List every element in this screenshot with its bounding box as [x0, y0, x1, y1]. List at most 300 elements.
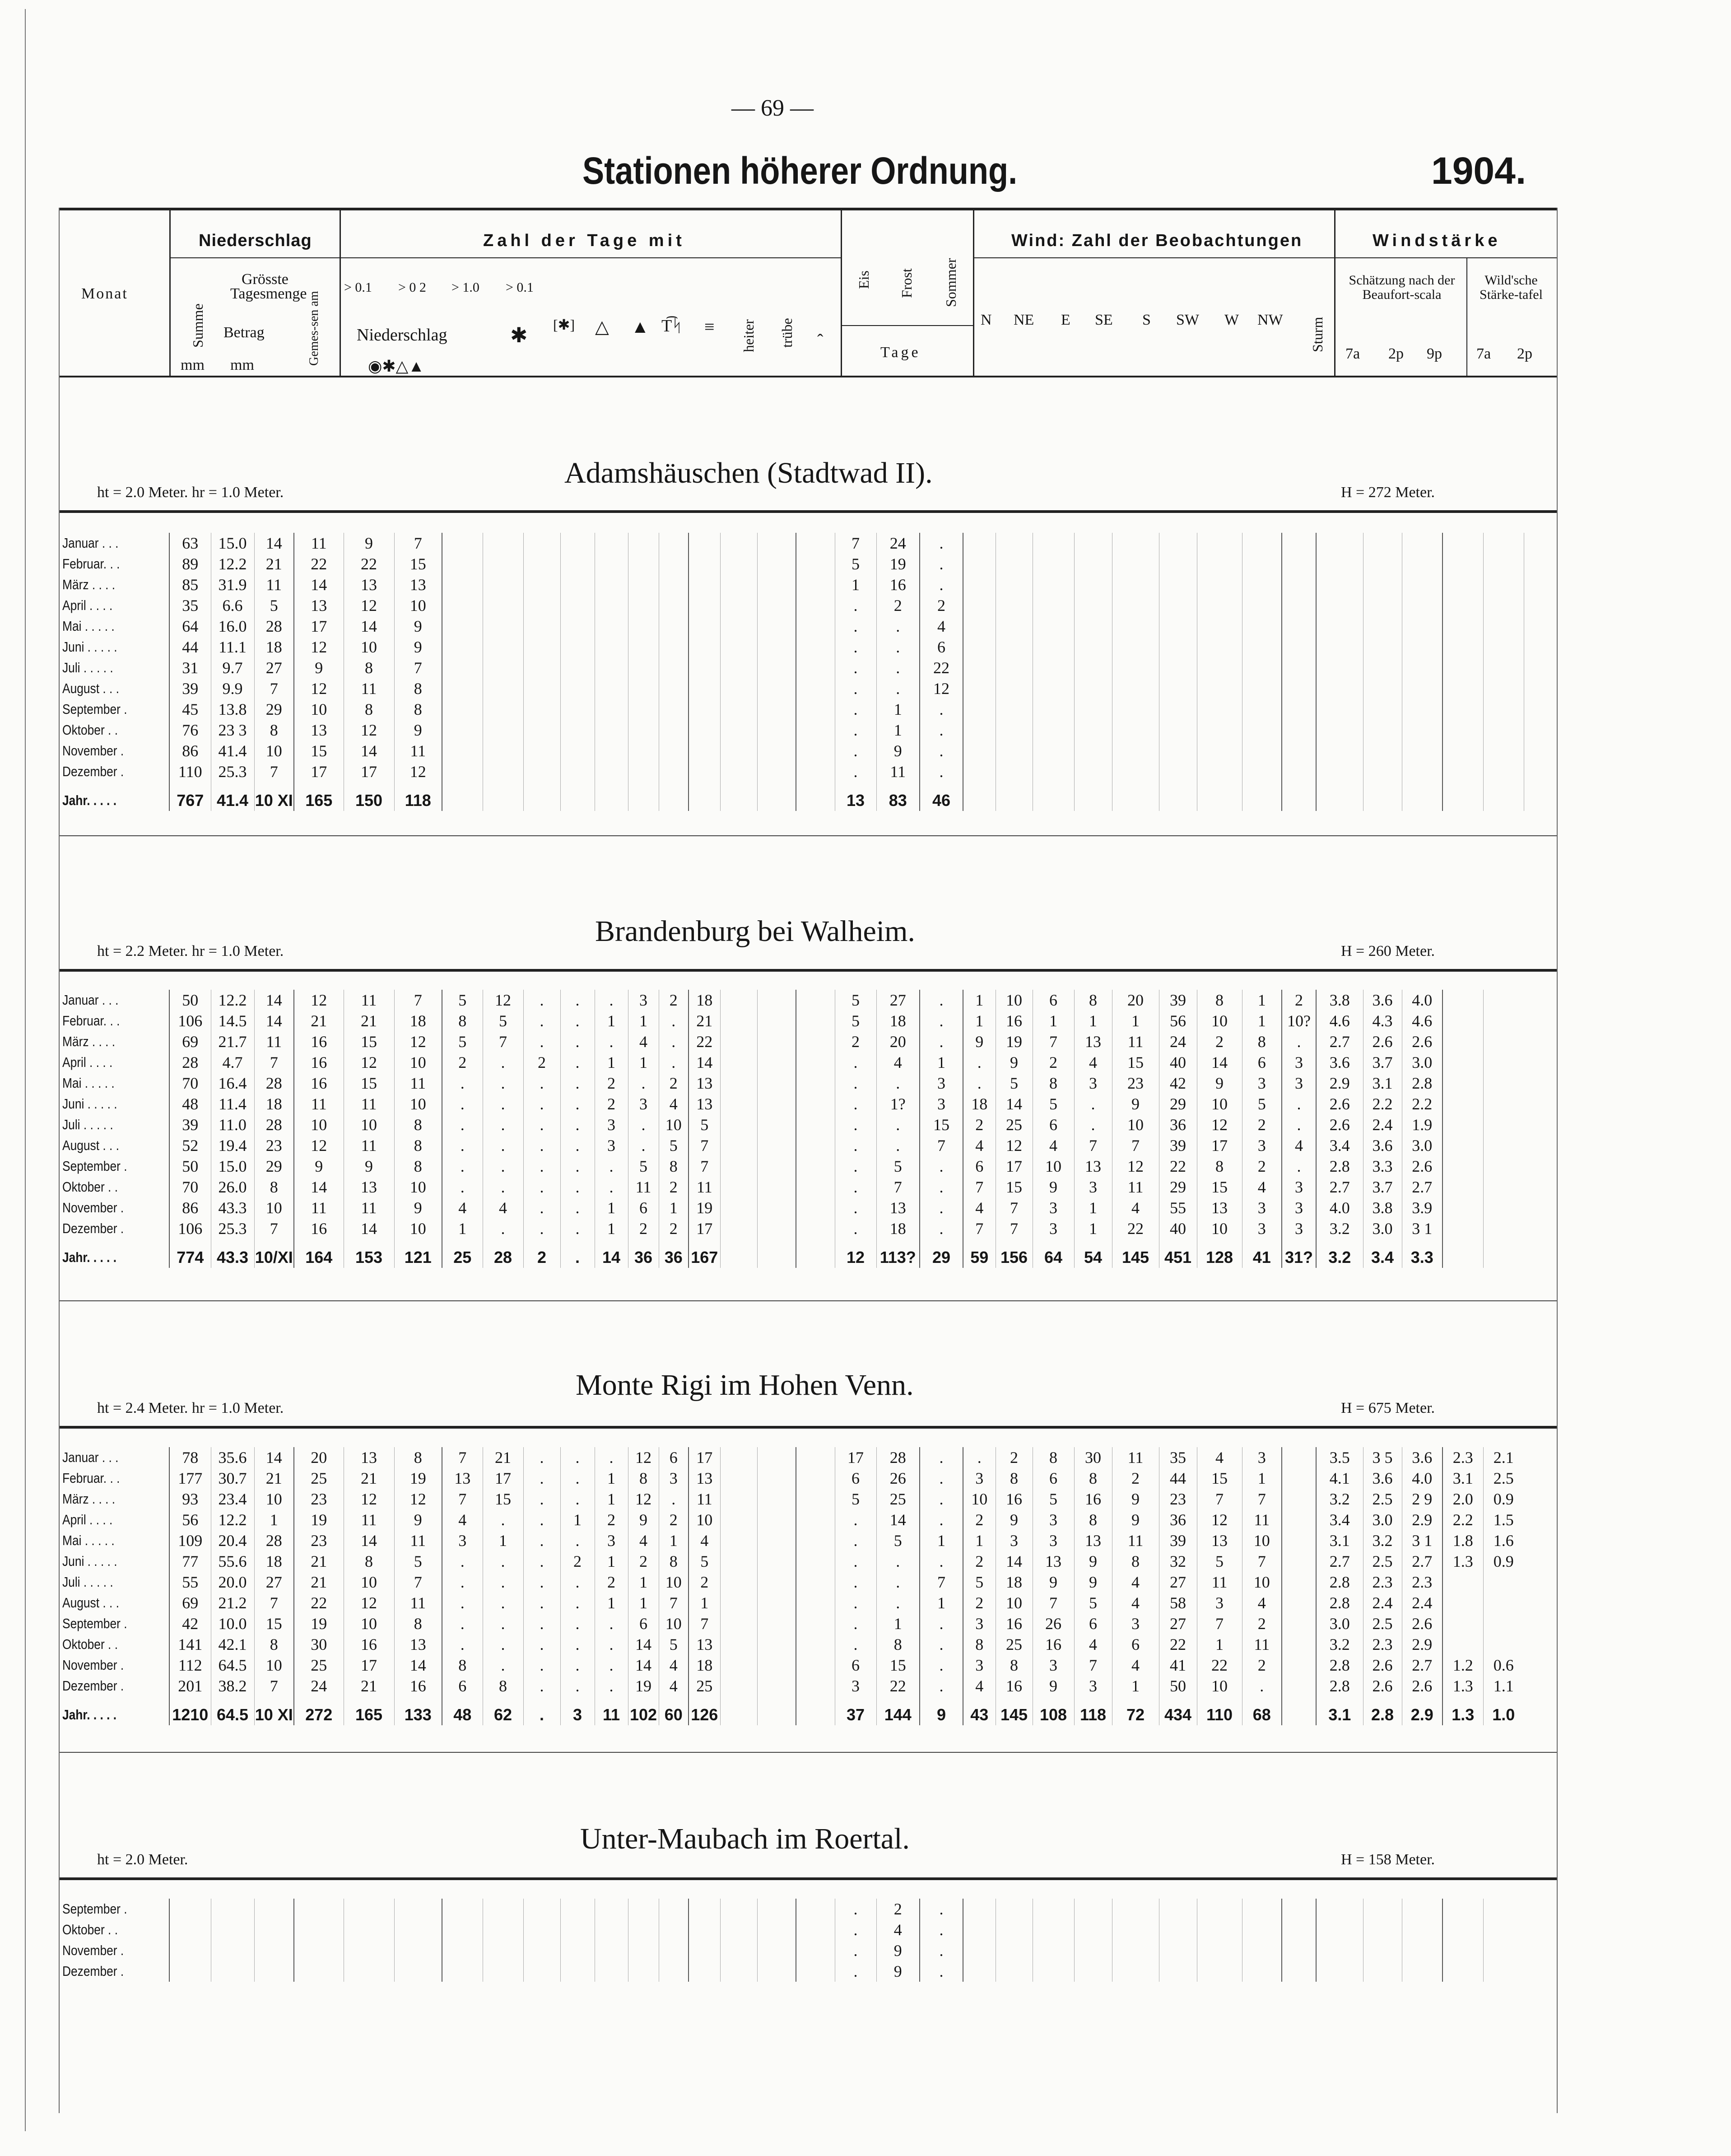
table-cell: 4 — [1074, 1052, 1112, 1073]
table-cell: 8 — [659, 1551, 689, 1572]
table-cell: 2.6 — [1363, 1655, 1402, 1676]
table-cell: . — [963, 1073, 996, 1094]
table-cell: . — [963, 1447, 996, 1468]
month-label: März . . . . — [62, 1491, 116, 1507]
table-cell — [1442, 1094, 1483, 1114]
table-cell: 17 — [835, 1447, 876, 1468]
table-cell: 11 — [394, 740, 442, 761]
table-cell — [720, 637, 757, 657]
table-cell: . — [920, 1509, 963, 1530]
table-cell: 22 — [1159, 1634, 1197, 1655]
table-cell: 10 — [996, 1593, 1033, 1613]
table-cell: 14 — [344, 1530, 394, 1551]
table-cell — [1074, 740, 1112, 761]
table-row — [62, 595, 1524, 616]
table-cell: . — [523, 1572, 560, 1593]
table-cell: 1 — [1242, 1010, 1282, 1031]
table-cell — [1483, 1634, 1524, 1655]
hdr-sub — [340, 257, 841, 258]
table-cell: 10 XI — [254, 782, 294, 811]
table-cell: 24 — [294, 1676, 344, 1696]
table-cell: 3.0 — [1363, 1509, 1402, 1530]
table-cell: 2.3 — [1402, 1572, 1442, 1593]
table-cell — [523, 554, 560, 574]
table-cell — [796, 1489, 835, 1509]
table-cell: . — [595, 1655, 628, 1676]
table-cell — [796, 657, 835, 678]
table-cell: 12 — [394, 761, 442, 782]
table-cell — [1363, 782, 1402, 811]
section-separator — [59, 1300, 1558, 1301]
month-label: Oktober . . — [62, 1636, 118, 1652]
table-cell: 7 — [996, 1218, 1033, 1239]
table-cell — [294, 1899, 344, 1919]
month-label: August . . . — [62, 1595, 119, 1611]
table-cell — [720, 1593, 757, 1613]
table-cell — [796, 1052, 835, 1073]
table-cell: 13 — [394, 1634, 442, 1655]
table-cell: 9 — [294, 657, 344, 678]
table-cell: 11 — [254, 1031, 294, 1052]
table-cell: 30 — [1074, 1447, 1112, 1468]
table-cell — [523, 1899, 560, 1919]
table-cell: . — [835, 720, 876, 740]
table-cell: 2 — [1242, 1156, 1282, 1177]
table-cell: . — [920, 1940, 963, 1961]
table-cell: 16 — [996, 1676, 1033, 1696]
table-cell: 36 — [628, 1239, 659, 1268]
table-cell: 2 — [1112, 1468, 1159, 1489]
month-label: Jahr. . . . . — [62, 1249, 117, 1265]
table-row — [62, 1197, 1524, 1218]
table-cell: 13 — [689, 1468, 720, 1489]
table-cell: 8 — [442, 1010, 483, 1031]
table-cell — [1112, 1940, 1159, 1961]
table-cell — [757, 1052, 796, 1073]
table-cell: 14 — [876, 1509, 920, 1530]
table-cell: 28 — [254, 616, 294, 637]
table-cell — [659, 761, 689, 782]
table-cell — [1159, 533, 1197, 554]
table-cell — [1282, 1613, 1316, 1634]
table-cell: 7 — [1197, 1489, 1242, 1509]
table-cell: . — [835, 1094, 876, 1114]
month-label: Januar . . . — [62, 1449, 119, 1465]
table-cell — [1442, 699, 1483, 720]
table-cell: 150 — [344, 782, 394, 811]
header-monat: Monat — [81, 285, 128, 302]
table-cell: . — [920, 1613, 963, 1634]
table-cell — [169, 1919, 211, 1940]
table-cell — [796, 1509, 835, 1530]
table-row — [62, 554, 1524, 574]
table-cell — [1316, 657, 1363, 678]
table-cell: 12 — [294, 637, 344, 657]
table-cell — [796, 699, 835, 720]
table-cell — [963, 657, 996, 678]
table-cell: 3 — [1242, 1218, 1282, 1239]
table-cell — [442, 699, 483, 720]
table-cell: 12 — [344, 1593, 394, 1613]
table-cell: 39 — [1159, 1530, 1197, 1551]
hdr-sub — [1334, 257, 1558, 258]
table-cell: 4.3 — [1363, 1010, 1402, 1031]
table-cell: . — [659, 1031, 689, 1052]
table-cell: 16 — [294, 1052, 344, 1073]
table-cell: 10 — [659, 1613, 689, 1634]
table-cell: 2 9 — [1402, 1489, 1442, 1509]
table-cell: 11 — [689, 1177, 720, 1197]
table-cell — [1363, 1940, 1402, 1961]
table-cell: 8 — [254, 720, 294, 740]
table-cell: 22 — [876, 1676, 920, 1696]
table-cell — [1483, 1572, 1524, 1593]
header-summe: Summe — [190, 303, 206, 348]
table-cell: 10 — [1197, 1010, 1242, 1031]
table-cell: . — [560, 1655, 595, 1676]
table-cell: 21.7 — [211, 1031, 254, 1052]
table-cell: 2 — [1282, 990, 1316, 1010]
table-cell: . — [963, 1052, 996, 1073]
table-cell — [394, 1961, 442, 1982]
month-label: Mai . . . . . — [62, 618, 115, 634]
table-cell: . — [595, 1634, 628, 1655]
header-windstaerke: Windstärke — [1373, 231, 1501, 250]
table-cell — [1282, 554, 1316, 574]
table-cell — [1316, 1961, 1363, 1982]
table-cell — [442, 533, 483, 554]
table-cell — [963, 554, 996, 574]
table-row — [62, 1135, 1524, 1156]
table-cell: 6 — [1033, 990, 1074, 1010]
table-cell — [659, 533, 689, 554]
table-cell — [757, 1218, 796, 1239]
table-cell — [1363, 657, 1402, 678]
table-cell — [1242, 678, 1282, 699]
table-cell: 59 — [963, 1239, 996, 1268]
table-cell: 14 — [628, 1634, 659, 1655]
table-cell: 1 — [1242, 1468, 1282, 1489]
table-cell: 3 — [1242, 1197, 1282, 1218]
table-cell — [1033, 720, 1074, 740]
table-cell: 13 — [1074, 1156, 1112, 1177]
table-cell — [796, 1961, 835, 1982]
table-cell — [1112, 782, 1159, 811]
table-cell — [1402, 657, 1442, 678]
table-cell: 23 — [294, 1489, 344, 1509]
table-cell: 9 — [1033, 1572, 1074, 1593]
table-cell: 39 — [1159, 990, 1197, 1010]
table-cell: 7 — [689, 1135, 720, 1156]
table-cell — [996, 574, 1033, 595]
table-cell — [1282, 1572, 1316, 1593]
table-cell: . — [483, 1551, 523, 1572]
table-cell — [757, 1094, 796, 1114]
table-cell — [294, 1919, 344, 1940]
table-cell — [796, 1530, 835, 1551]
table-cell: 13 — [835, 782, 876, 811]
table-cell: . — [483, 1094, 523, 1114]
table-cell — [963, 1940, 996, 1961]
table-cell: 9 — [1074, 1551, 1112, 1572]
table-cell — [1363, 637, 1402, 657]
table-cell: 4 — [659, 1655, 689, 1676]
table-cell: 2 — [963, 1593, 996, 1613]
table-cell: 4 — [876, 1052, 920, 1073]
page-number: — 69 — — [731, 95, 814, 121]
header-gt10: > 1.0 — [451, 280, 479, 295]
table-cell — [1316, 595, 1363, 616]
table-cell: . — [835, 1593, 876, 1613]
table-cell: 4 — [1074, 1634, 1112, 1655]
table-cell: 31 — [169, 657, 211, 678]
table-cell — [1197, 678, 1242, 699]
table-cell — [1363, 699, 1402, 720]
table-cell: 1 — [1074, 1010, 1112, 1031]
table-cell — [1442, 1177, 1483, 1197]
table-cell: 11 — [876, 761, 920, 782]
table-cell: 10 — [254, 740, 294, 761]
table-cell — [757, 1447, 796, 1468]
table-cell — [595, 657, 628, 678]
table-cell: 13 — [1197, 1530, 1242, 1551]
table-cell — [659, 782, 689, 811]
table-cell: 18 — [394, 1010, 442, 1031]
table-cell: 1 — [1242, 990, 1282, 1010]
table-cell: 11 — [394, 1530, 442, 1551]
table-cell — [757, 1634, 796, 1655]
table-cell — [523, 1961, 560, 1982]
table-cell — [394, 1940, 442, 1961]
table-cell: . — [483, 1572, 523, 1593]
table-cell — [689, 616, 720, 637]
table-cell: 19 — [628, 1676, 659, 1696]
table-cell — [796, 1572, 835, 1593]
table-cell: 1.1 — [1483, 1676, 1524, 1696]
table-cell — [483, 1961, 523, 1982]
table-cell: 14 — [689, 1052, 720, 1073]
table-cell: 10 — [1242, 1530, 1282, 1551]
table-cell: 3.2 — [1316, 1239, 1363, 1268]
table-cell: . — [835, 740, 876, 761]
table-row — [62, 1447, 1524, 1468]
table-cell: 8 — [394, 678, 442, 699]
table-cell — [1159, 782, 1197, 811]
table-cell — [595, 595, 628, 616]
table-cell: 5 — [835, 554, 876, 574]
table-cell: 9 — [996, 1052, 1033, 1073]
table-cell — [483, 637, 523, 657]
table-cell: 15 — [920, 1114, 963, 1135]
table-cell — [1197, 699, 1242, 720]
table-cell — [1159, 1919, 1197, 1940]
table-cell: 3.4 — [1316, 1135, 1363, 1156]
table-cell: 112 — [169, 1655, 211, 1676]
table-cell — [1483, 1593, 1524, 1613]
table-cell — [483, 1919, 523, 1940]
table-cell: 5 — [659, 1634, 689, 1655]
table-cell — [1442, 1899, 1483, 1919]
table-cell: 8 — [628, 1468, 659, 1489]
table-cell: 11 — [595, 1696, 628, 1725]
table-cell: . — [920, 740, 963, 761]
table-cell: 3 — [628, 1094, 659, 1114]
table-cell — [1197, 554, 1242, 574]
precip-symbols-icon: ◉✱△▲ — [368, 357, 424, 375]
table-cell: . — [560, 1218, 595, 1239]
table-cell: 13 — [344, 1447, 394, 1468]
table-cell: 38.2 — [211, 1676, 254, 1696]
table-cell — [1282, 1468, 1316, 1489]
table-cell: 1 — [1112, 1676, 1159, 1696]
table-cell: 3 — [442, 1530, 483, 1551]
header-niederschlag-small: Niederschlag — [357, 326, 447, 345]
month-label: Mai . . . . . — [62, 1532, 115, 1548]
table-cell: 12 — [835, 1239, 876, 1268]
table-cell — [1483, 740, 1524, 761]
table-cell: 11 — [394, 1073, 442, 1094]
table-cell: 25 — [996, 1114, 1033, 1135]
table-cell: 2 — [659, 1509, 689, 1530]
table-cell: . — [628, 1073, 659, 1094]
table-cell: 3.2 — [1363, 1530, 1402, 1551]
table-cell — [595, 574, 628, 595]
table-row — [62, 1031, 1524, 1052]
header-mm-summe: mm — [181, 357, 205, 373]
table-cell: 3 — [1112, 1613, 1159, 1634]
table-cell — [1363, 1961, 1402, 1982]
table-cell — [1363, 574, 1402, 595]
table-cell: 8 — [394, 1613, 442, 1634]
table-cell — [1159, 657, 1197, 678]
table-cell: 39 — [169, 678, 211, 699]
table-cell — [1363, 595, 1402, 616]
table-cell — [1112, 616, 1159, 637]
station-name: Unter-Maubach im Roertal. — [580, 1822, 910, 1855]
table-cell: . — [920, 1551, 963, 1572]
table-cell: 11 — [344, 1094, 394, 1114]
table-cell: . — [835, 1177, 876, 1197]
table-cell: . — [920, 1489, 963, 1509]
table-cell: 23 — [294, 1530, 344, 1551]
table-cell: 8 — [394, 1156, 442, 1177]
table-cell: . — [483, 1655, 523, 1676]
table-cell — [720, 782, 757, 811]
table-cell — [1483, 1156, 1524, 1177]
table-cell: 25 — [294, 1468, 344, 1489]
table-cell: 4.6 — [1316, 1010, 1363, 1031]
table-cell — [1442, 1634, 1483, 1655]
table-cell: 10 — [394, 595, 442, 616]
table-cell: . — [920, 1961, 963, 1982]
table-cell — [1442, 1572, 1483, 1593]
table-cell: 6 — [1112, 1634, 1159, 1655]
header-bottom-rule — [59, 376, 1558, 377]
table-cell — [689, 761, 720, 782]
table-cell — [757, 699, 796, 720]
table-cell: . — [876, 1593, 920, 1613]
table-cell — [1033, 554, 1074, 574]
table-cell: 22 — [294, 554, 344, 574]
table-cell: 8 — [254, 1177, 294, 1197]
table-cell: 15 — [344, 1031, 394, 1052]
table-cell — [689, 657, 720, 678]
table-cell: 15 — [1112, 1052, 1159, 1073]
table-cell — [659, 616, 689, 637]
table-cell — [523, 533, 560, 554]
table-cell: 1 — [963, 990, 996, 1010]
table-cell: 118 — [394, 782, 442, 811]
table-cell: 2.5 — [1363, 1489, 1402, 1509]
table-cell — [1442, 637, 1483, 657]
table-cell — [628, 1919, 659, 1940]
table-cell: 2.6 — [1402, 1031, 1442, 1052]
table-cell: . — [442, 1135, 483, 1156]
table-cell — [1442, 990, 1483, 1010]
table-cell: 23 — [1159, 1489, 1197, 1509]
table-cell — [659, 554, 689, 574]
table-cell: 9 — [344, 533, 394, 554]
table-cell: 2.8 — [1316, 1593, 1363, 1613]
table-cell: 17 — [689, 1218, 720, 1239]
table-cell — [1242, 761, 1282, 782]
table-cell — [442, 1899, 483, 1919]
table-cell: 17 — [294, 616, 344, 637]
table-cell: 9 — [996, 1509, 1033, 1530]
table-cell: 5 — [1242, 1094, 1282, 1114]
table-cell: 2 — [1197, 1031, 1242, 1052]
table-cell: 9 — [394, 637, 442, 657]
month-label: Oktober . . — [62, 1922, 118, 1937]
table-cell: 0.6 — [1483, 1655, 1524, 1676]
table-cell — [1033, 761, 1074, 782]
table-cell — [595, 1919, 628, 1940]
table-cell: 1.2 — [1442, 1655, 1483, 1676]
header-mm-betrag: mm — [230, 357, 254, 373]
table-cell — [757, 1919, 796, 1940]
table-cell: 31.9 — [211, 574, 254, 595]
table-cell — [1074, 554, 1112, 574]
table-cell: 167 — [689, 1239, 720, 1268]
table-cell: . — [595, 1447, 628, 1468]
table-cell: 16 — [294, 1218, 344, 1239]
table-cell: . — [523, 1177, 560, 1197]
table-cell: 10 — [996, 990, 1033, 1010]
table-cell — [1033, 574, 1074, 595]
table-cell: 3.1 — [1442, 1468, 1483, 1489]
table-cell: 20.4 — [211, 1530, 254, 1551]
table-cell: 7 — [1242, 1551, 1282, 1572]
table-cell: 8 — [344, 699, 394, 720]
table-cell — [523, 720, 560, 740]
table-cell: . — [483, 1156, 523, 1177]
table-cell: 8 — [394, 1114, 442, 1135]
month-label: September . — [62, 1616, 127, 1631]
table-cell: 2 — [1242, 1613, 1282, 1634]
table-cell — [560, 533, 595, 554]
table-cell: 7 — [963, 1218, 996, 1239]
table-cell: 16 — [996, 1613, 1033, 1634]
table-row — [62, 616, 1524, 637]
station-heights: ht = 2.2 Meter. hr = 1.0 Meter. — [97, 943, 284, 959]
table-cell — [1483, 720, 1524, 740]
time-7a-wild: 7a — [1476, 345, 1491, 362]
table-cell: 7 — [835, 533, 876, 554]
table-cell: 14 — [294, 574, 344, 595]
table-cell — [560, 761, 595, 782]
table-cell: . — [523, 1114, 560, 1135]
table-cell — [1197, 1961, 1242, 1982]
